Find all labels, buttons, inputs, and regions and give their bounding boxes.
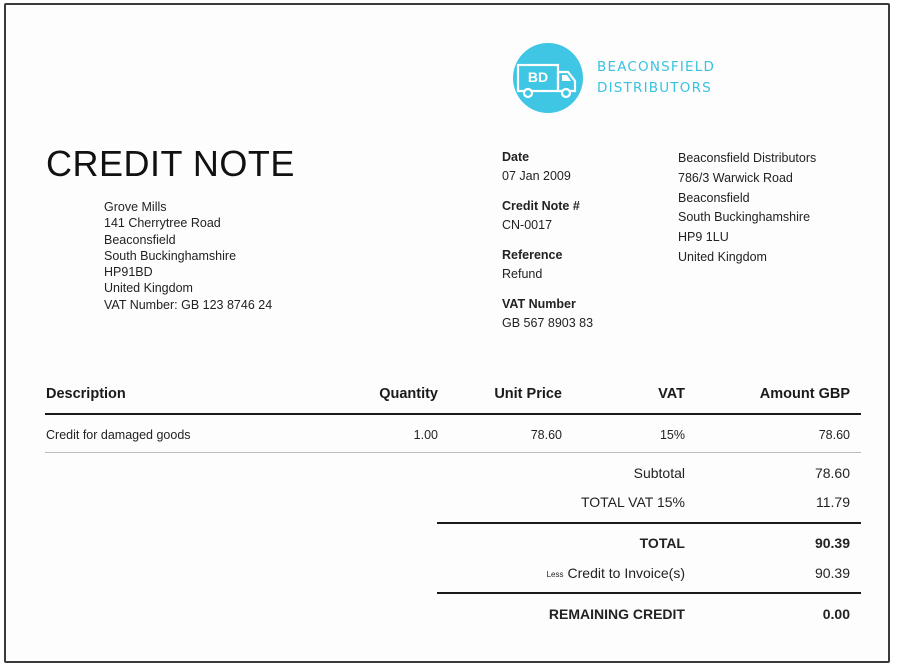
- remaining-credit-label: REMAINING CREDIT: [548, 606, 685, 622]
- less-label: Less: [546, 570, 564, 579]
- supplier-address-line: Beaconsfield: [678, 190, 750, 205]
- subtotal-label: Subtotal: [633, 465, 685, 481]
- total-vat-label: TOTAL VAT 15%: [580, 494, 685, 510]
- column-header-vat: VAT: [658, 386, 685, 402]
- column-header-unit-price: Unit Price: [494, 386, 562, 402]
- remaining-credit-value: 0.00: [822, 606, 850, 622]
- subtotal-value: 78.60: [814, 465, 850, 481]
- date-label: Date: [502, 150, 530, 164]
- date-value: 07 Jan 2009: [502, 169, 571, 183]
- credit-note-number-label: Credit Note #: [502, 199, 580, 213]
- supplier-address-line: South Buckinghamshire: [678, 210, 811, 225]
- total-vat-value: 11.79: [816, 494, 850, 510]
- row-description: Credit for damaged goods: [46, 428, 191, 442]
- row-divider: [45, 452, 861, 453]
- remaining-divider: [437, 592, 861, 594]
- row-quantity: 1.00: [413, 428, 438, 442]
- vat-number-value: GB 567 8903 83: [502, 316, 594, 330]
- supplier-address-line: HP9 1LU: [678, 230, 729, 245]
- column-header-description: Description: [46, 386, 126, 402]
- logo-name-line2: DISTRIBUTORS: [597, 80, 712, 96]
- logo-name-line1: BEACONSFIELD: [597, 59, 716, 75]
- column-header-amount: Amount GBP: [759, 386, 850, 402]
- vat-number-label: VAT Number: [502, 297, 576, 311]
- supplier-address: [678, 149, 816, 268]
- row-amount: 78.60: [818, 428, 850, 442]
- customer-address-line: 141 Cherrytree Road: [104, 216, 221, 231]
- column-header-quantity: Quantity: [379, 386, 438, 402]
- reference-label: Reference: [502, 248, 563, 262]
- document-title: CREDIT NOTE: [46, 143, 295, 184]
- truck-logo-icon: [512, 42, 584, 114]
- customer-vat-number: VAT Number: GB 123 8746 24: [104, 297, 273, 312]
- total-value: 90.39: [814, 535, 850, 551]
- row-vat: 15%: [659, 428, 685, 442]
- customer-address-line: South Buckinghamshire: [104, 248, 237, 263]
- customer-address-line: HP91BD: [104, 265, 153, 280]
- customer-address-line: Beaconsfield: [104, 232, 176, 247]
- credit-to-invoice-value: 90.39: [814, 565, 850, 581]
- supplier-address-line: Beaconsfield Distributors: [678, 151, 817, 165]
- customer-address: [104, 199, 272, 313]
- credit-note-meta: [502, 148, 593, 344]
- supplier-address-line: 786/3 Warwick Road: [678, 170, 793, 185]
- row-unit-price: 78.60: [530, 428, 562, 442]
- totals-divider: [437, 522, 861, 524]
- credit-to-invoice-text: Credit to Invoice(s): [567, 565, 685, 581]
- credit-to-invoice-label: [440, 565, 685, 581]
- document-page: [4, 3, 890, 663]
- logo-initials: BD: [527, 69, 549, 85]
- header-divider: [45, 413, 861, 415]
- customer-address-line: United Kingdom: [104, 281, 193, 296]
- total-label: TOTAL: [639, 535, 685, 551]
- reference-value: Refund: [502, 267, 543, 281]
- supplier-address-line: United Kingdom: [678, 249, 767, 264]
- company-name-logo: [597, 57, 715, 99]
- credit-note-number-value: CN-0017: [502, 218, 553, 232]
- customer-address-line: Grove Mills: [104, 200, 167, 214]
